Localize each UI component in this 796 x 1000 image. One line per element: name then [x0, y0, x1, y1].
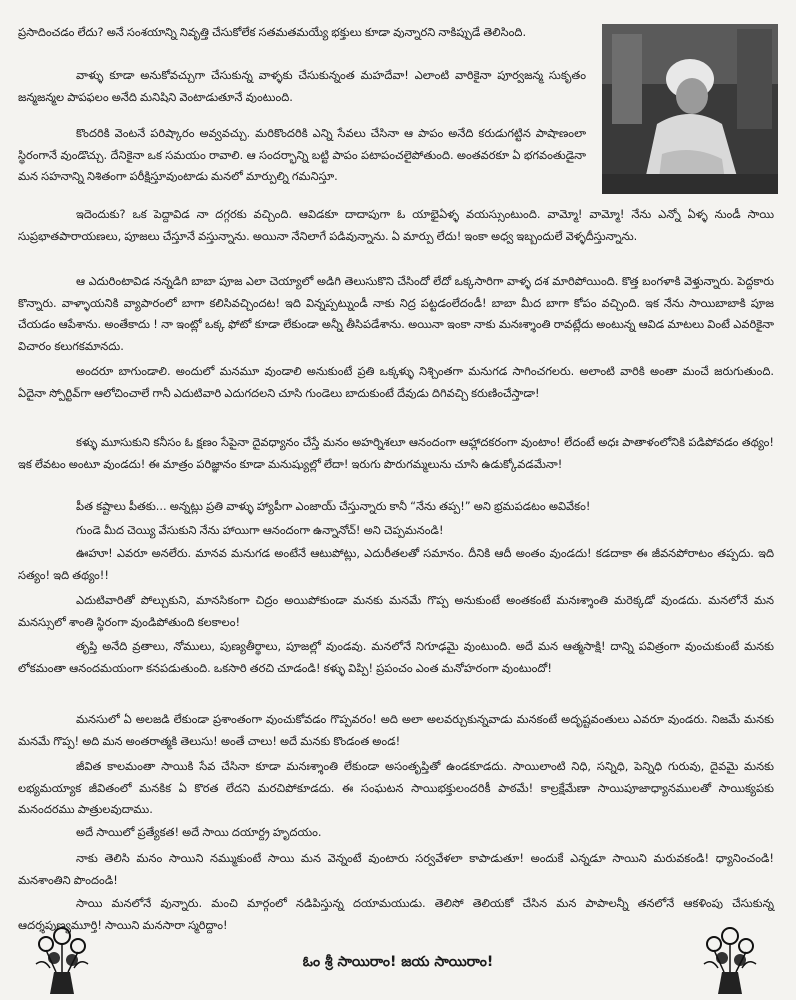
paragraph-16: నాకు తెలిసి మనం సాయిని నమ్ముకుంటే సాయి మన వెన్నంటే వుంటారు సర్వవేళలా కాపాడుతూ! అందుకే ఎన్నడూ సాయిని మరువకండి! ధ్యానించండి! మనశాంతిని పొందండి!	[18, 851, 774, 887]
paragraph-2: వాళ్ళు కూడా అనుకోవచ్చుగా చేసుకున్న వాళ్ళకు చేసుకున్నంత మహదేవా! ఎలాంటి వారికైనా పూర్వజన్మ సుకృతం జన్మజన్మల పాపఫలం అనేది మనిషిని వెంటాడుతూనే వుంటుంది.	[18, 68, 586, 104]
sai-baba-photo	[602, 24, 778, 194]
paragraph-11: ఎదుటివారితో పోల్చుకుని, మానసికంగా చిద్రం అయిపోకుండా మనకు మనమే గొప్ప అనుకుంటే అంతకంటే మనఃశ్శాంతి మరెక్కడో వుండదు. మనలోనే మన మనస్సులో శాంతి స్థిరంగా వుండిపోతుంది కలకాలం!	[18, 593, 774, 629]
paragraph-17: సాయి మనలోనే వున్నారు. మంచి మార్గంలో నడిపిస్తున్న దయామయుడు. తెలిసో తెలియకో చేసిన మన పాపాలన్నీ తనలోనే ఆకళింపు చేసుకున్న ఆదర్శపుణ్యమూర్తి! సాయిని మనసారా స్మరిద్దాం!	[18, 896, 774, 932]
paragraph-1: ప్రసాదించడం లేదు? అనే సంశయాన్ని నివృత్తి చేసుకోలేక సతమతమయ్యే భక్తులు కూడా వున్నారని నాకిప్పుడే తెలిసింది.	[18, 25, 527, 39]
paragraph-4: ఇదెందుకు? ఒక పెద్దావిడ నా దగ్గరకు వచ్చింది. ఆవిడకూ దాదాపుగా ఓ యాభైఏళ్ళ వయస్సుంటుంది. వామ్మో! వామ్మో! నేను ఎన్నో ఏళ్ళ నుండీ సాయి సుప్రభాతపారాయణలు, పూజలు చేస్తూనే వస్తున్నాను. అయినా నేనిలాగే పడివున్నాను. ఏ మార్పు లేదు! ఇంకా అధ్వ ఇబ్బందులే వెళ్ళదీస్తున్నాను.	[18, 207, 774, 243]
paragraph-9: గుండె మీద చెయ్యి వేసుకుని నేను హాయిగా ఆనందంగా ఉన్నానోచ్! అని చెప్పమనండి!	[76, 523, 444, 537]
paragraph-8: పీత కష్టాలు పీతకు... అన్నట్లు ప్రతి వాళ్ళు హ్యాపీగా ఎంజాయ్ చేస్తున్నారు కానీ “నేను తప్ప!” అని భ్రమపడటం అవివేకం!	[76, 499, 591, 513]
paragraph-7: కళ్ళు మూసుకుని కనీసం ఓ క్షణం సేపైనా దైవధ్యానం చేస్తే మనం అహర్నిశలూ ఆనందంగా ఆహ్లాదకరంగా వుంటాం! లేదంటే అధః పాతాళంలోనికి పడిపోవడం తథ్యం! ఇక లేవటం అంటూ వుండదు! ఈ మాత్రం పరిజ్ఞానం కూడా మనుష్యుల్లో లేదా! ఇరుగు పొరుగమ్మలును చూసి ఉడుక్కోవడమేనా!	[18, 435, 774, 471]
paragraph-12: తృప్తి అనేది వ్రతాలు, నోములు, పుణ్యతీర్థాలు, పూజల్లో వుండవు. మనలోనే నిగూఢమై వుంటుంది. అదే మన ఆత్మసాక్షి! దాన్ని పవిత్రంగా వుంచుకుంటే మనకు లోకమంతా ఆనందమయంగా కనపడుతుంది. ఒకసారి తరచి చూడండి! కళ్ళు విప్పి! ప్రపంచం ఎంత మనోహరంగా వుంటుందో!	[18, 639, 774, 675]
paragraph-13: మనసులో ఏ అలజడి లేకుండా ప్రశాంతంగా వుంచుకోవడం గొప్పవరం! అది అలా అలవర్చుకున్నవాడు మనకంటే అదృష్టవంతులు ఎవరూ వుండరు. నిజమే మనకు మనమే గొప్ప! అది మన అంతరాత్మకి తెలుసు! అంతే చాలు! అదే మనకు కొండంత అండ!	[18, 712, 774, 748]
paragraph-5: ఆ ఎదురింటావిడ నన్నడిగి బాబా పూజ ఎలా చెయ్యాలో అడిగి తెలుసుకొని చేసిందో లేదో ఒక్కసారిగా వాళ్ళ దశ మారిపోయింది. కొత్త బంగళాకి వెళ్తున్నారు. పెద్దకారు కొన్నారు. వాళ్ళాయనికి వ్యాపారంలో బాగా కలిసివచ్చిందట! ఇది విన్నప్పట్నుండీ నాకు నిద్ర పట్టడంలేదండీ! బాబా మీద బాగా కోపం వచ్చింది. ఇక నేను సాయిబాబాకి పూజ చేయడం ఆపేశాను. అంతేకాదు ! నా ఇంట్లో ఒక్క ఫోటో కూడా లేకుండా అన్నీ తీసిపడేశాను. అయినా ఇంకా నాకు మనఃశ్శాంతి రావట్లేదు అంటున్న ఆవిడ మాటలు వింటే ఎవరికైనా విచారం కలుగకమానదు.	[18, 274, 774, 353]
paragraph-10: ఊహూ! ఎవరూ అనలేరు. మానవ మనుగడ అంటేనే ఆటుపోట్లు, ఎదురీతలతో సమానం. దీనికి ఆదీ అంతం వుండదు! కడదాకా ఈ జీవనపోరాటం తప్పదు. ఇది సత్యం! ఇది తథ్యం!!	[18, 546, 774, 582]
paragraph-14: జీవిత కాలమంతా సాయికి సేవ చేసినా కూడా మనఃశ్శాంతి లేకుండా అసంతృప్తితో ఉండకూడదు. సాయిలాంటి నిధి, సన్నిధి, పెన్నిధి గురువు, దైవమై మనకు లభ్యమయ్యాక జీవితంలో మనకిక ఏ కొరత లేదని మరచిపోకూడదు. ఈ సంఘటన సాయిభక్తులందరికీ పాఠమే! కాల్రక్షేమేణా సాయిపూజాధ్యానములతో సాయిక్యపకు మనందరము పాత్రులవుదాము.	[18, 759, 774, 816]
flower-vase-right-icon	[694, 924, 766, 994]
paragraph-6: అందరూ బాగుండాలి. అందులో మనమూ వుండాలి అనుకుంటే ప్రతి ఒక్కళ్ళు నిశ్చింతగా మనుగడ సాగించగలరు. అలాంటి వారికి అంతా మంచే జరుగుతుంది. ఏదైనా స్పోర్టివ్‌గా ఆలోచించాలే గానీ ఎదుటివారి ఎదుగదలని చూసి గుండెలు బాదుకుంటే దేవుడు దిగివచ్చి కరుణించేస్తాడా!	[18, 364, 774, 400]
paragraph-15: అదే సాయిలో ప్రత్యేకత! అదే సాయి దయార్ద్ర హృదయం.	[76, 825, 322, 839]
footer-blessing: ఓం శ్రీ సాయిరాం! జయ సాయిరాం!	[302, 954, 494, 970]
paragraph-3: కొందరికి వెంటనే పరిష్కారం అవ్వవచ్చు. మరికొందరికి ఎన్ని సేవలు చేసినా ఆ పాపం అనేది కరుడుగట్టిన పాషాణంలా స్థిరంగానే వుండొచ్చు. దేనికైనా ఒక సమయం రావాలి. ఆ సందర్భాన్ని బట్టి పాపం పటాపంచలైపోతుంది. అంతవరకూ ఏ భగవంతుడైనా మన సహనాన్ని నిశితంగా పరీక్షిస్తూవుంటాడు మనలో మార్పుల్ని గమనిస్తూ.	[18, 126, 586, 183]
